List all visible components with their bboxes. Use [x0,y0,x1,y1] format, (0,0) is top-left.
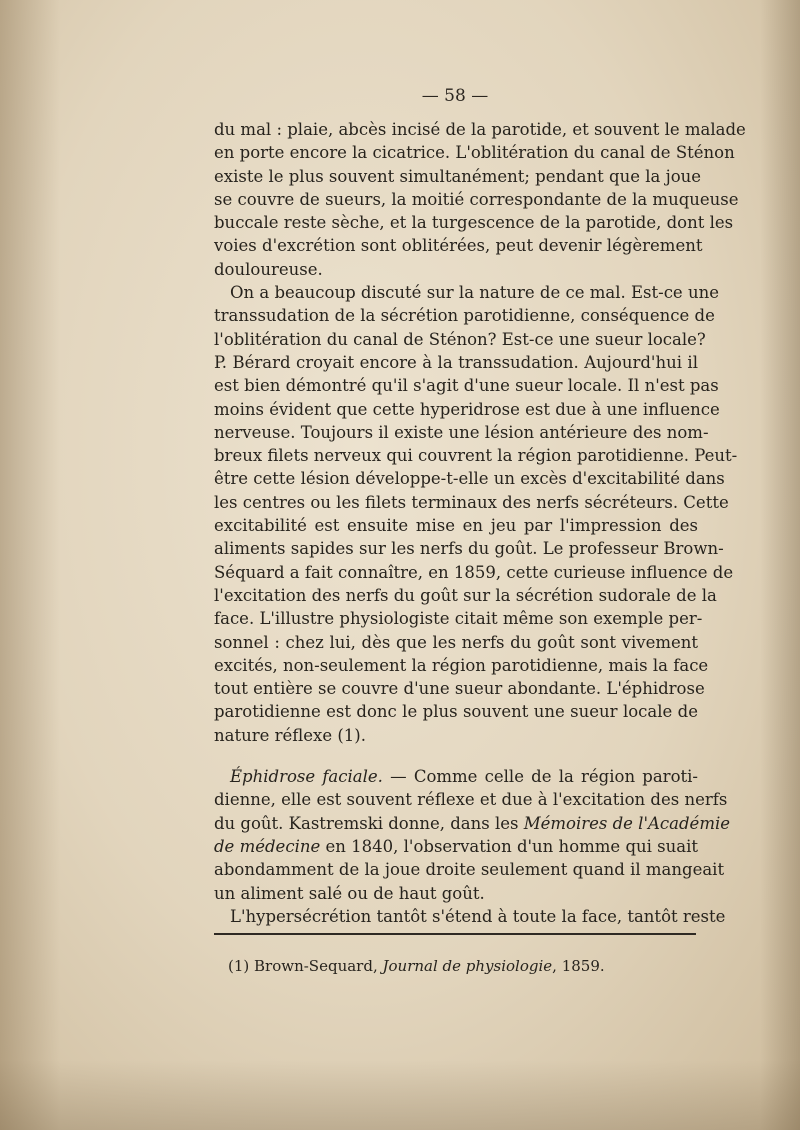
citation-title: Mémoires de l'Académie [523,813,731,833]
footnote-journal: Journal de physiologie [382,957,553,975]
section-title: Éphidrose faciale. [230,767,383,787]
text-line [214,812,731,835]
text-line: l'oblitération du canal de Sténon? Est-ce une sueur locale? [214,329,706,349]
text-line [214,835,698,858]
text-line: On a beaucoup discuté sur la nature de ce mal. Est-ce une [230,283,719,303]
page-shadow-right [760,0,800,1130]
page-shadow-left [0,0,60,1130]
text-span: — Comme celle de la région paroti- [382,767,698,787]
body-text [214,118,746,928]
text-line: excités, non-seulement la région parotidienne, mais la face [214,655,709,675]
footnote-text: (1) Brown-Sequard, [228,957,383,975]
text-line: voies d'excrétion sont oblitérées, peut devenir légèrement [214,236,703,256]
text-line: abondamment de la joue droite seulement quand il mangeait [214,860,725,880]
section-heading-line [214,765,698,788]
text-line: L'hypersécrétion tantôt s'étend à toute la face, tantôt reste [230,906,726,926]
text-line: excitabilité est ensuite mise en jeu par l'impression des [214,516,698,536]
text-line: être cette lésion développe-t-elle un excès d'excitabilité dans [214,469,725,489]
text-line: l'excitation des nerfs du goût sur la sécrétion sudorale de la [214,585,717,605]
citation-title: de médecine [214,836,321,856]
text-line: transsudation de la sécrétion parotidienne, conséquence de [214,306,715,326]
text-line: douloureuse. [214,259,323,279]
text-line: nerveuse. Toujours il existe une lésion antérieure des nom- [214,422,709,442]
text-line: Séquard a fait connaître, en 1859, cette curieuse influence de [214,562,734,582]
text-span: en 1840, l'observation d'un homme qui suait [320,836,699,856]
text-line: tout entière se couvre d'une sueur abondante. L'éphidrose [214,679,705,699]
text-line: P. Bérard croyait encore à la transsudation. Aujourd'hui il [214,352,698,372]
text-line: se couvre de sueurs, la moitié correspondante de la muqueuse [214,189,739,209]
text-line: en porte encore la cicatrice. L'oblitération du canal de Sténon [214,143,735,163]
text-line: dienne, elle est souvent réflexe et due à l'excitation des nerfs [214,790,728,810]
text-line: moins évident que cette hyperidrose est due à une influence [214,399,720,419]
page-number: — 58 — [421,86,489,106]
text-line: buccale reste sèche, et la turgescence de la parotide, dont les [214,213,734,233]
text-line: du mal : plaie, abcès incisé de la parotide, et souvent le malade [214,120,746,139]
paragraph-gap [214,747,698,765]
page-shadow-bottom [0,1060,800,1130]
text-line: un aliment salé ou de haut goût. [214,883,485,903]
text-line: les centres ou les filets terminaux des nerfs sécréteurs. Cette [214,492,729,512]
text-line: nature réflexe (1). [214,725,366,745]
text-line: est bien démontré qu'il s'agit d'une sueur locale. Il n'est pas [214,376,719,396]
text-line: aliments sapides sur les nerfs du goût. Le professeur Brown- [214,539,724,559]
footnote [228,957,605,975]
footnote-text: , 1859. [552,957,605,975]
text-line: breux filets nerveux qui couvrent la région parotidienne. Peut- [214,446,738,466]
text-line: parotidienne est donc le plus souvent une sueur locale de [214,702,698,722]
text-span: du goût. Kastremski donne, dans les [214,813,524,833]
text-line: existe le plus souvent simultanément; pendant que la joue [214,166,702,186]
footnote-divider [214,933,696,935]
text-line: sonnel : chez lui, dès que les nerfs du goût sont vivement [214,632,698,652]
text-line: face. L'illustre physiologiste citait même son exemple per- [214,609,703,629]
